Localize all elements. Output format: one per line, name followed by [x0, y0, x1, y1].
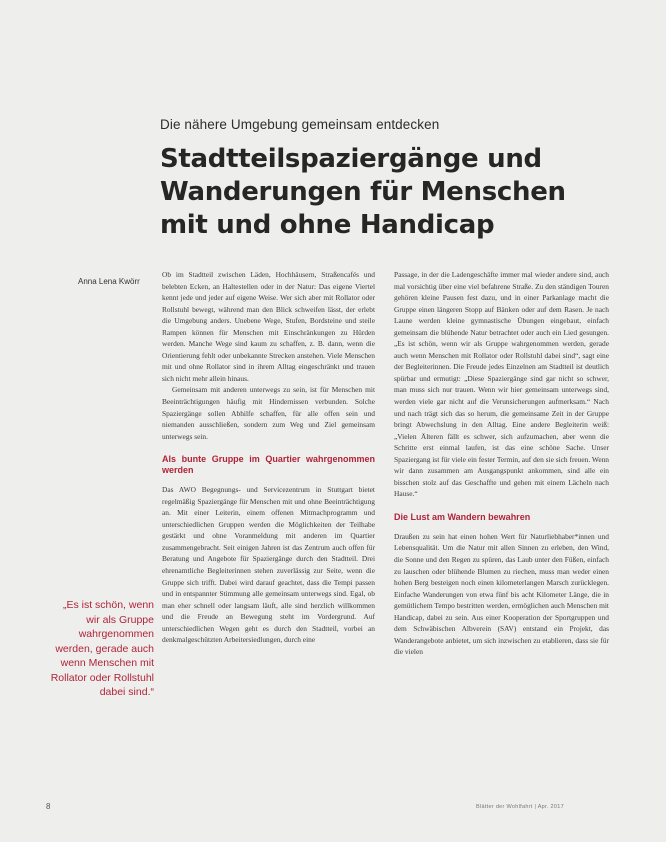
pull-quote: „Es ist schön, wenn wir als Gruppe wahrgenommen werden, gerade auch wenn Menschen mit Rollator oder Rollstuhl dabei sind.“: [50, 599, 154, 698]
paragraph: Passage, in der die Ladengeschäfte immer mal wieder andere sind, auch mal vorsichtig über eine viel befahrene Straße. Zu den ständigen Touren gehören kleine Pausen fest dazu, und in einer Parkanlage macht die Gruppe einen längeren Stopp auf Bänken oder auf dem Rasen. Je nach Laune werden kleine gymnastische Übungen eingebaut, einfach gemeinsam die blühende Natur betrachtet oder auch ein Lied gesungen. „Es ist schön, wenn wir als Gruppe wahrgenommen werden, gerade auch wenn Menschen mit Rollator oder Rollstuhl dabei sind“, sagt eine der Begleiterinnen. Die Freude jedes Einzelnen am Stadtteil ist deutlich spürbar und ermutigt: „Diese Spaziergänge sind gar nicht so schwer, man muss sich nur trauen. Wenn wir hier gemeinsam unterwegs sind, werden viele gar nicht auf die Verunsicherungen aufmerksam.“ Nach und nach trägt sich das so herum, die gemeinsame Zeit in der Gruppe bringt Abwechslung in den Alltag. Eine andere Begleiterin weiß: „Vielen Älteren fällt es schwer, sich aufzumachen, aber wenn die Schritte erst einmal laufen, ist das eine schöne Sache. Unser Spaziergang ist für viele ein fester Termin, auf den sie sich freuen. Wenn wir dann zusammen am Ausgangspunkt ankommen, sind alle ein bisschen stolz auf das Geschaffte und gehen mit einem Lächeln nach Hause.“: [394, 270, 609, 499]
paragraph: Ob im Stadtteil zwischen Läden, Hochhäusern, Straßencafés und belebten Ecken, an Haltestellen oder in der Natur: Das eigene Viertel kennt jede und jeder auf eigene Weise. Wer sich aber mit Rollator oder Rollstuhl bewegt, während man den Blick schweifen lässt, der erlebt die Umgebung anders. Unebene Wege, Stufen, Bordsteine und steile Rampen können für Menschen mit Einschränkungen zu Hürden werden. Manche Wege sind kaum zu schaffen, z. B. dann, wenn die Orientierung fehlt oder unbekannte Strecken anstehen. Viele Menschen mit und ohne Rollator sind in ihrem Alltag eingeschränkt und trauen sich nicht mehr allein hinaus.: [162, 270, 375, 383]
title-line: Stadtteilspaziergänge und: [160, 144, 542, 174]
section-subheading: Als bunte Gruppe im Quartier wahrgenommen werden: [162, 454, 375, 476]
title-line: Wanderungen für Menschen: [160, 177, 566, 207]
title-line: mit und ohne Handicap: [160, 210, 495, 240]
article-kicker: Die nähere Umgebung gemeinsam entdecken: [160, 117, 440, 132]
text-column-left: [162, 269, 375, 646]
running-footer: Blätter der Wohlfahrt | Apr. 2017: [476, 804, 564, 810]
page-number: 8: [46, 802, 51, 811]
paragraph: Draußen zu sein hat einen hohen Wert für Naturliebhaber*innen und Lebensqualität. Um die Natur mit allen Sinnen zu erleben, den Wind, die Sonne und den Regen zu spüren, das Laub unter den Füßen, einfach zu lauschen oder blühende Blumen zu riechen, muss man weder einen hohen Berg besteigen noch einen kilometerlangen Marsch zurücklegen. Einfache Wanderungen von etwa fünf bis acht Kilometer Länge, die in gemütlichem Tempo bestritten werden, ermöglichen auch Menschen mit Handicap, dabei zu sein. Aus einer Kooperation der Sportgruppen und dem Schwäbischen Albverein (SAV) entstand ein Projekt, das Wanderangebote anbietet, um sich inzwischen zu etablieren, dass sie für die vielen: [394, 531, 609, 657]
section-subheading: Die Lust am Wandern bewahren: [394, 511, 531, 522]
text-column-right: [394, 269, 609, 658]
paragraph: Gemeinsam mit anderen unterwegs zu sein, ist für Menschen mit Beeinträchtigungen häufig mit Hindernissen verbunden. Solche Spaziergänge sollen Abhilfe schaffen, für alle offen sein und niemanden ausschließen, sondern zum Weg und Ziel gemeinsam unterwegs sein.: [162, 385, 375, 441]
paragraph: Das AWO Begegnungs- und Servicezentrum in Stuttgart bietet regelmäßig Spaziergänge für Menschen mit und ohne Beeinträchtigung an. Mit einer Leiterin, einem offenen Mitmachprogramm und unterschiedlichen Gruppen werden die Möglichkeiten der Teilhabe gestärkt und ohne Voranmeldung mit anderen im Quartier zusammengebracht. Seit einigen Jahren ist das Zentrum auch offen für Beratung und Angebote für Spaziergänge durch den Stadtteil. Drei ehrenamtliche Begleiterinnen stehen zuverlässig zur Seite, wenn die Gruppe sich trifft. Dabei wird darauf geachtet, dass die Tempi passen und in entspannter Stimmung alle gemeinsam unterwegs sind. Egal, ob man eher schnell oder langsam läuft, alle sind herzlich willkommen und die Freude an Bewegung steht im Vordergrund. Auf unterschiedlichen Wegen geht es durch den Stadtteil, vorbei an denkmalgeschützten Arbeitersiedlungen, durch eine: [162, 485, 375, 645]
author-name: Anna Lena Kwörr: [78, 277, 140, 286]
article-title: [160, 143, 600, 242]
